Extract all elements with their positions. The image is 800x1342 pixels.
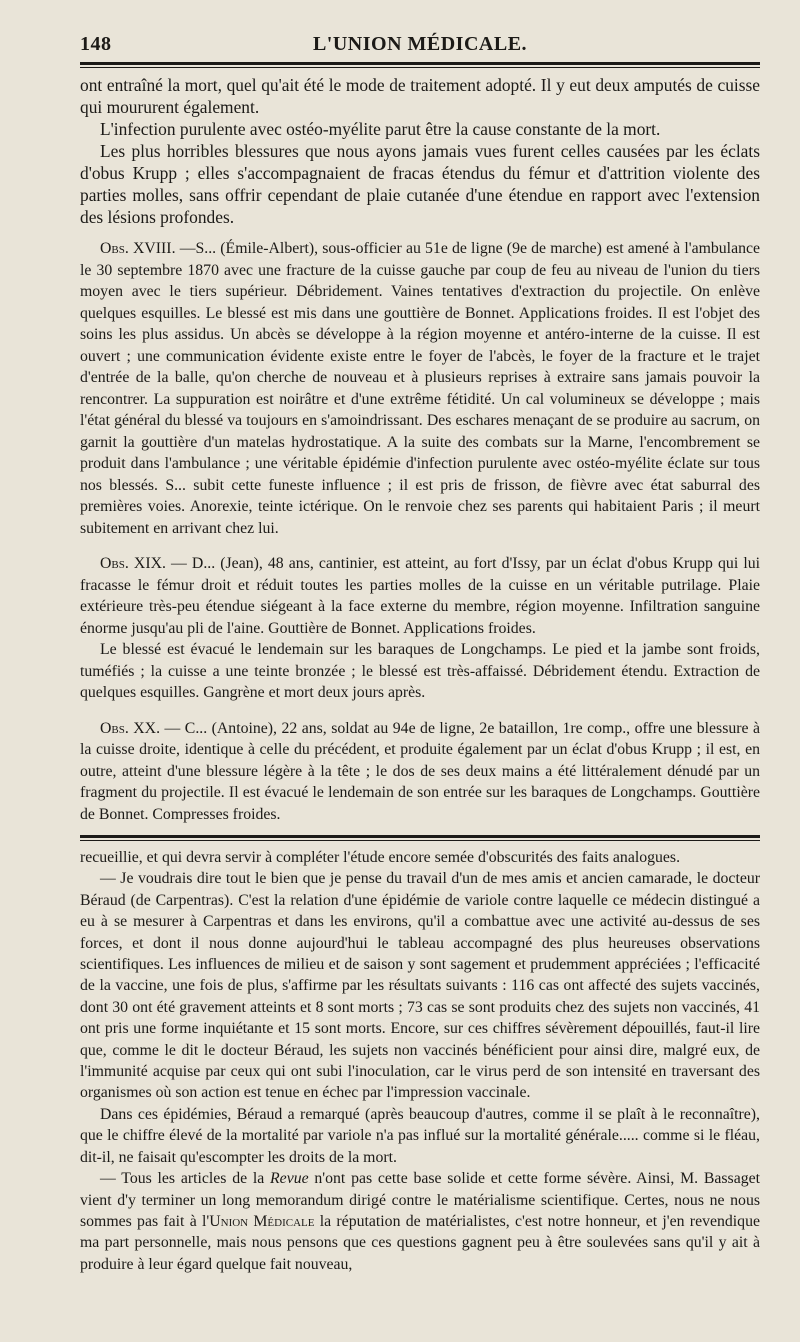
observation-19 — [80, 553, 760, 704]
observation-18 — [80, 238, 760, 539]
paragraph: L'infection purulente avec ostéo-myélite parut être la cause constante de la mort. — [100, 119, 661, 139]
paragraph: Les plus horribles blessures que nous ayons jamais vues furent celles causées par les éclats d'obus Krupp ; elles s'accompagnaient de fracas étendus du fémur et d'attrition violente des parties molles, sans offrir cependant de plaie cutanée d'une étendue en rapport avec l'extension des lésions profondes. — [80, 141, 760, 227]
paragraph: — Je voudrais dire tout le bien que je pense du travail d'un de mes amis et ancien camarade, le docteur Béraud (de Carpentras). C'est la relation d'une épidémie de variole contre laquelle ce médecin distingué a eu à se mesurer à Carpentras et dans les environs, qu'il a combattue avec une activité au-dessus de ses forces, et dont il nous donne aujourd'hui le tableau accompagné des plus heureuses observations scientifiques. Les influences de milieu et de saison y sont sagement et prudemment appréciées ; l'efficacité de la vaccine, une fois de plus, s'affirme par les résultats suivants : 116 cas ont affecté des sujets vaccinés, dont 30 ont été gravement atteints et 8 sont morts ; 73 cas se sont produits chez des sujets non vaccinés, 41 ont pris une forme inquiétante et 15 sont morts. Encore, sur ces chiffres sévèrement dépouillés, faut-il lire que, comme le dit le docteur Béraud, les sujets non vaccinés bénéficient pour ainsi dire, malgré eux, de l'immunité acquise par ceux qui ont subi l'inoculation, car le virus perd de son intensité en traversant des organismes où son action est tenue en échec par l'impression vaccinale. — [80, 870, 760, 1102]
journal-name-union: Union Médicale — [209, 1212, 315, 1230]
journal-name-revue: Revue — [270, 1170, 309, 1188]
observation-label: Obs. XX. — [100, 719, 161, 737]
paragraph: Dans ces épidémies, Béraud a remarqué (après beaucoup d'autres, comme il se plaît à le reconnaître), que le chiffre élevé de la mortalité par variole n'a pas influé sur la mortalité générale..... comme si le fléau, dit-il, ne faisait qu'escompter les droits de la mort. — [80, 1105, 760, 1166]
journal-title: L'UNION MÉDICALE. — [312, 33, 528, 55]
feuilleton-text — [80, 847, 760, 1275]
observation-text: — D... (Jean), 48 ans, cantinier, est atteint, au fort d'Issy, par un éclat d'obus Krupp qui lui fracasse le fémur droit et réduit toutes les parties molles de la cuisse en un véritable putrilage. Plaie extérieure très-peu étendue siégeant à la face externe du membre, région moyenne. Infiltration sanguine énorme jusqu'au pli de l'aine. Gouttière de Bonnet. Applications froides. — [80, 555, 760, 637]
paragraph: — Tous les articles de la Revue n'ont pas cette base solide et cette forme sévère. Ainsi, M. Bassaget vient d'y terminer un long memorandum dirigé contre le matérialisme scientifique. Certes, nous ne nous sommes pas fait à l'Union Médicale la réputation de matérialistes, c'est notre honneur, et j'en revendique ma part personnelle, mais nous pensons que ces questions gagnent peu à être soulevées sans qu'il y ait à produire à leur égard quelque fait nouveau, — [80, 1170, 761, 1273]
observation-text: —S... (Émile-Albert), sous-officier au 51e de ligne (9e de marche) est amené à l'ambulance le 30 septembre 1870 avec une fracture de la cuisse gauche par coup de feu au niveau de l'union du tiers moyen avec le tiers supérieur. Débridement. Vaines tentatives d'extraction du projectile. On enlève quelques esquilles. Le blessé est mis dans une gouttière de Bonnet. Applications froides. Il est l'objet des soins les plus assidus. Un abcès se développe à la région moyenne et antéro-interne de la cuisse. Il est ouvert ; une communication évidente existe entre le foyer de l'abcès, le foyer de la fracture et le trajet d'entrée de la balle, qu'on cherche de nouveau et à plusieurs reprises à extraire sans jamais pouvoir la rencontrer. La suppuration est noirâtre et d'une extrême fétidité. Un cal volumineux se développe ; mais l'état général du blessé va toujours en s'amoindrissant. Des eschares menaçant de se produire au sacrum, on garnit la gouttière d'un matelas hydrostatique. A la suite des combats sur la Marne, l'encombrement se produit dans l'ambulance ; une véritable épidémie d'infection purulente avec ostéo-myélite éclate sur tous nos blessés. S... subit cette funeste influence ; il est pris de frisson, de fièvre avec état saburral des premières voies. Anorexie, teinte ictérique. On le renvoie chez ses parents qui habitaient Paris ; il meurt subitement en arrivant chez lui. — [80, 240, 761, 537]
observation-label: Obs. XVIII. — [100, 240, 176, 257]
observation-text: — C... (Antoine), 22 ans, soldat au 94e de ligne, 2e bataillon, 1re comp., offre une blessure à la cuisse droite, identique à celle du précédent, et produite également par un éclat d'obus Krupp ; il est, en outre, atteint d'une blessure légère à la tête ; le dos de ses deux mains a été littéralement dénudé par un fragment du projectile. Il est évacué le lendemain de son entrée sur les baraques de Longchamps. Gouttière de Bonnet. Compresses froides. — [80, 719, 760, 823]
page-number: 148 — [80, 33, 112, 55]
paragraph: recueillie, et qui devra servir à compléter l'étude encore semée d'obscurités des faits analogues. — [80, 849, 681, 866]
paragraph: ont entraîné la mort, quel qu'ait été le mode de traitement adopté. Il y eut deux amputés de cuisse qui moururent également. — [80, 75, 760, 117]
observation-20 — [80, 718, 760, 826]
observation-label: Obs. XIX. — [100, 555, 166, 572]
article-continuation — [80, 68, 760, 228]
section-divider — [80, 835, 760, 841]
running-head — [80, 0, 760, 62]
observation-text: Le blessé est évacué le lendemain sur les baraques de Longchamps. Le pied et la jambe sont froids, tuméfiés ; la cuisse a une teinte bronzée ; le blessé est très-affaissé. Débridement étendu. Extraction de quelques esquilles. Gangrène et mort deux jours après. — [80, 641, 760, 701]
